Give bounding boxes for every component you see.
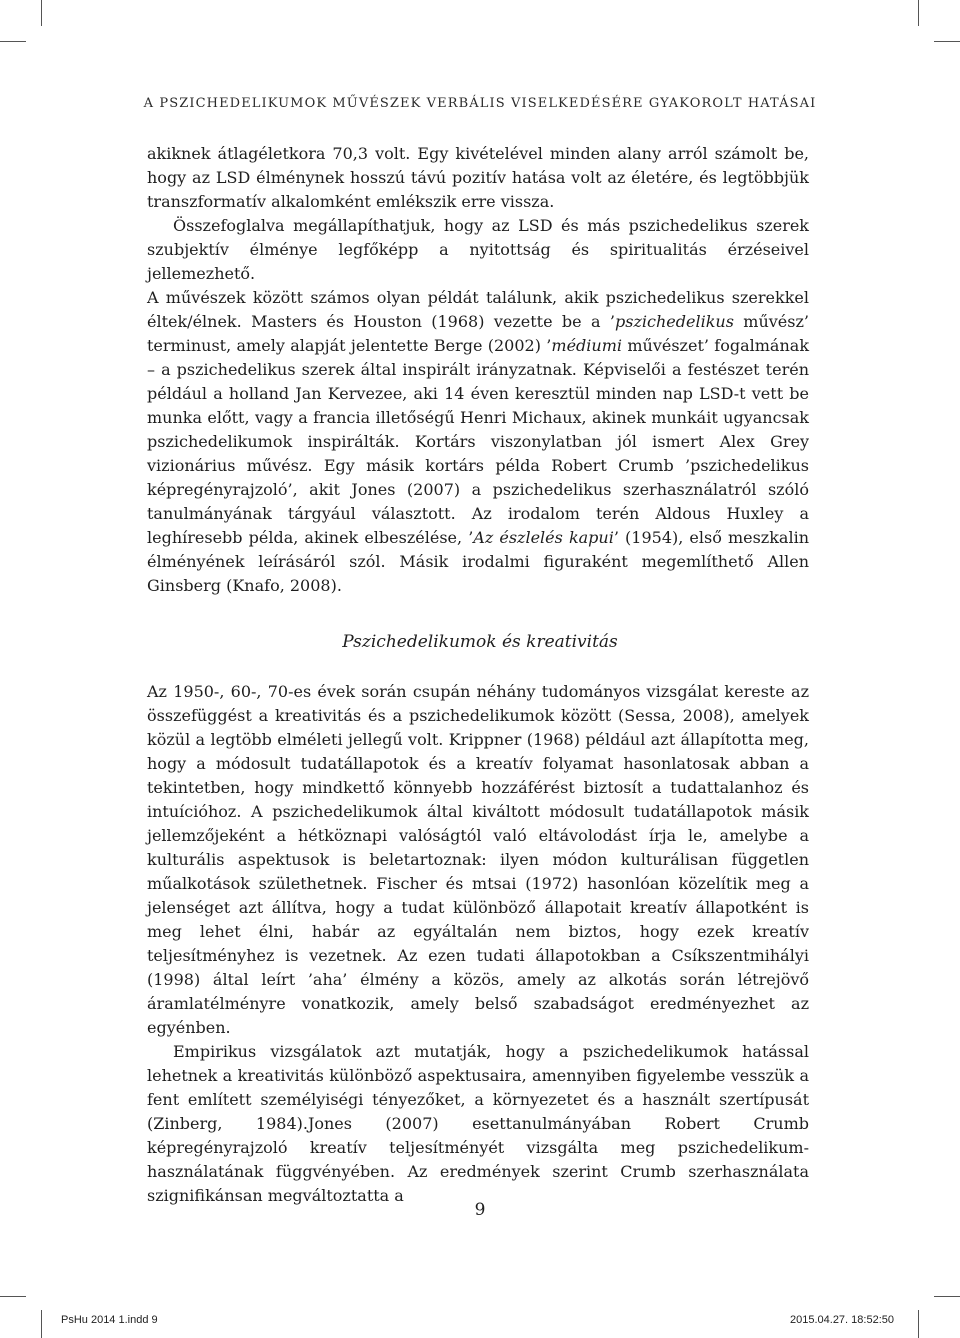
italic-term: médiumi	[551, 336, 622, 355]
crop-mark-bottom-left-vertical	[41, 1310, 42, 1338]
italic-title: Az észlelés kapui	[473, 528, 614, 547]
paragraph	[147, 286, 809, 598]
crop-mark-top-right-horizontal	[934, 41, 960, 42]
page-number: 9	[474, 1200, 486, 1220]
body-text-block-one	[147, 142, 809, 598]
crop-mark-top-right-vertical	[918, 0, 919, 26]
text-run: ’ (1954), első meszkalin élményének leírásáról szól. Másik irodalmi figuraként megemlíthető Allen Ginsberg (Knafo, 2008).	[147, 528, 810, 595]
paragraph: Empirikus vizsgálatok azt mutatják, hogy a pszichedelikumok hatással lehetnek a kreativitás különböző aspektusaira, amennyiben figyelembe vesszük a fent említett személyiségi tényezőket, a környezetet és a használt szertípusát (Zinberg, 1984).Jones (2007) esettanulmányában Robert Crumb képregényrajzoló kreatív teljesítményét vizsgálta meg pszichedelikum-használatának függvényében. Az eredmények szerint Crumb szerhasználata szignifikánsan megváltoztatta a	[147, 1042, 809, 1205]
running-head: A PSZICHEDELIKUMOK MŰVÉSZEK VERBÁLIS VISELKEDÉSÉRE GYAKOROLT HATÁSAI	[143, 96, 817, 111]
paragraph: akiknek átlagéletkora 70,3 volt. Egy kivételével minden alany arról számolt be, hogy az LSD élménynek hosszú távú pozitív hatása volt az életére, és legtöbbjük transzformatív alkalomként emlékszik erre vissza.	[147, 144, 809, 211]
body-text-block-two	[147, 680, 809, 1208]
section-heading: Pszichedelikumok és kreativitás	[342, 632, 618, 652]
paragraph: Összefoglalva megállapíthatjuk, hogy az LSD és más pszichedelikus szerek szubjektív élménye legfőképp a nyitottság és spiritualitás érzéseivel jellemezhető.	[147, 216, 809, 283]
slug-file-name: PsHu 2014 1.indd 9	[61, 1314, 158, 1326]
crop-mark-bottom-left-horizontal	[0, 1296, 26, 1297]
crop-mark-bottom-right-horizontal	[934, 1296, 960, 1297]
text-run: A művészek között számos olyan példát találunk, akik pszichedelikus szerekkel éltek/élnek. Masters és Houston (1968) vezette be a ’	[147, 288, 809, 331]
text-run: művészet’ fogalmának – a pszichedelikus szerek által inspirált irányzatnak. Képviselői a festészet terén például a holland Jan Kervezee, aki 14 éven keresztül minden nap LSD-t vett be munka előtt, vagy a francia illetőségű Henri Michaux, akinek munkáit ugyancsak pszichedelikumok inspirálták. Kortárs viszonylatban jól ismert Alex Grey vizionárius művész. Egy másik kortárs példa Robert Crumb ’pszichedelikus képregényrajzoló’, akit Jones (2007) a pszichedelikus szerhasználatról szóló tanulmányának tárgyául választott. Az irodalom terén Aldous Huxley a leghíresebb példa, akinek elbeszélése, ’	[147, 336, 810, 547]
crop-mark-top-left-vertical	[41, 0, 42, 26]
italic-term: pszichedelikus	[615, 312, 734, 331]
crop-mark-bottom-right-vertical	[918, 1310, 919, 1338]
text-run: művész’ terminust, amely alapját jelentette Berge (2002) ’	[147, 312, 810, 355]
crop-mark-top-left-horizontal	[0, 41, 26, 42]
paragraph: Az 1950-, 60-, 70-es évek során csupán néhány tudományos vizsgálat kereste az összefüggést a kreativitás és a pszichedelikumok között (Sessa, 2008), amelyek közül a legtöbb elméleti jellegű volt. Krippner (1968) például azt állapította meg, hogy a módosult tudatállapotok és a kreatív folyamat hasonlatosak abban a tekintetben, hogy mindkettő könnyebb hozzáférést biztosít a tudattalanhoz és intuícióhoz. A pszichedelikumok által kiváltott módosult tudatállapotok másik jellemzőjeként a hétköznapi valóságtól való eltávolodást írja le, amelybe a kulturális aspektusok is beletartoznak: ilyen módon kulturálisan független műalkotások születhetnek. Fischer és mtsai (1972) hasonlóan közelítik meg a jelenséget azt állítva, hogy a tudat különböző állapotait kreatív állapotként is meg lehet élni, habár az egyáltalán nem biztos, hogy ezek kreatív teljesítményhez is vezetnek. Az ezen tudati állapotokban a Csíkszentmihályi (1998) által leírt ’aha’ élmény a közös, amely az alkotás során létrejövő áramlatélményre vonatkozik, amely belső szabadságot eredményezhet az egyénben.	[147, 682, 809, 1037]
slug-timestamp: 2015.04.27. 18:52:50	[790, 1314, 894, 1326]
